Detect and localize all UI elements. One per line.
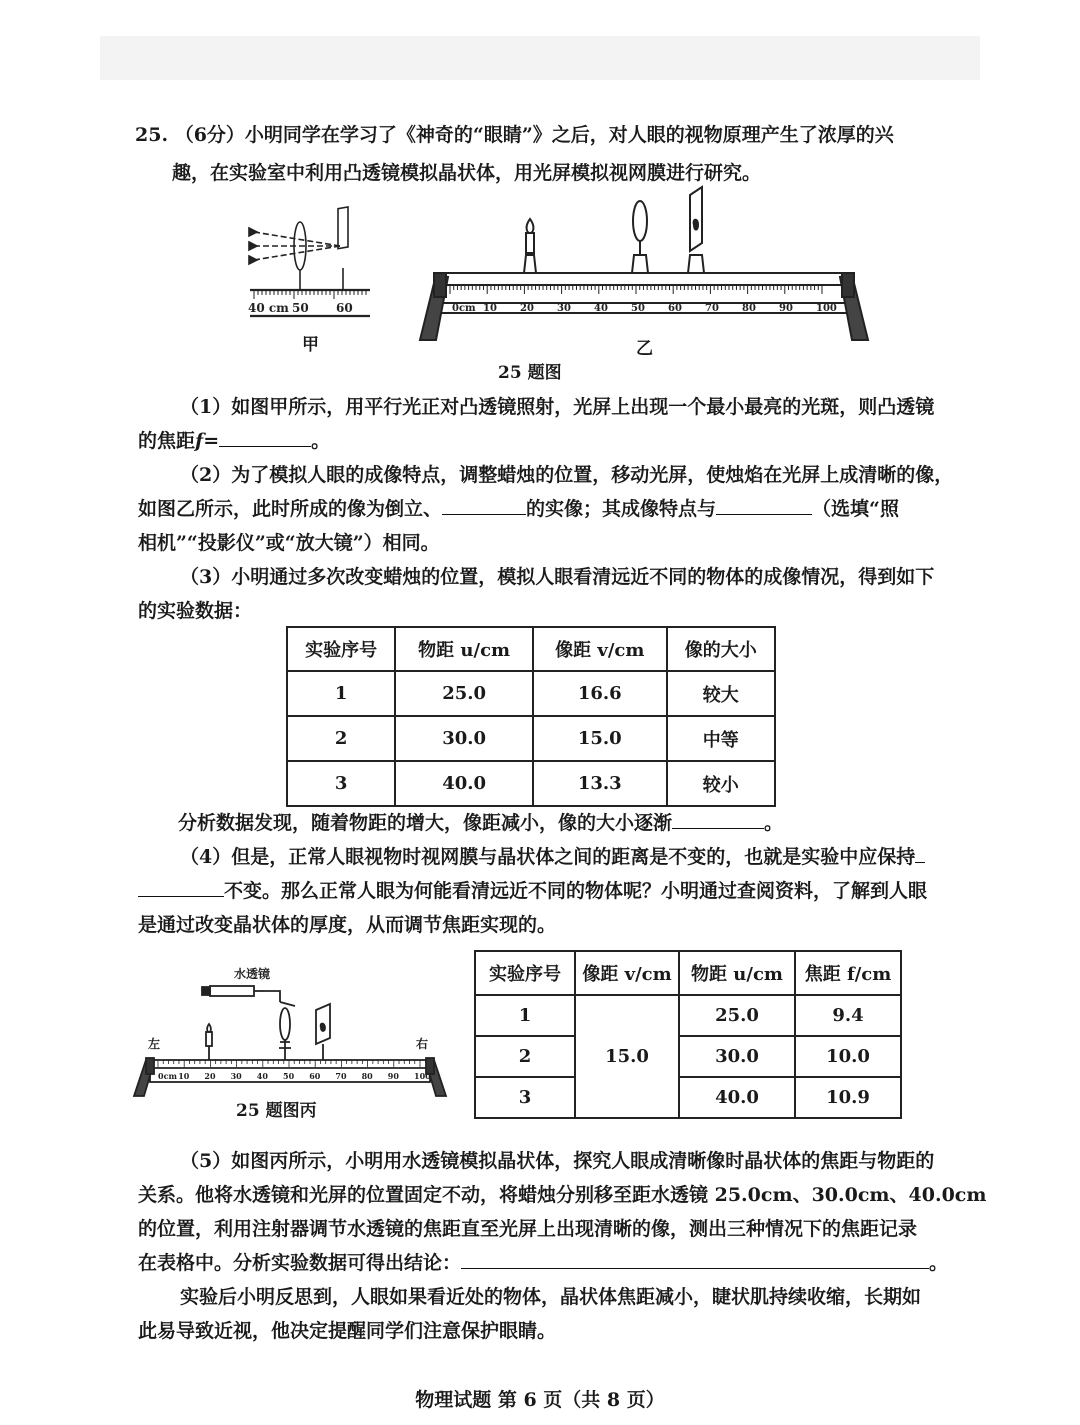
figure-jia bbox=[240, 210, 380, 350]
table2-header: 物距 u/cm bbox=[679, 951, 795, 995]
bing-tick-label: 70 bbox=[335, 1071, 347, 1081]
table1-header: 实验序号 bbox=[287, 627, 395, 671]
yi-tick-label: 60 bbox=[668, 303, 682, 314]
table2-header: 实验序号 bbox=[475, 951, 575, 995]
yi-tick-label: 80 bbox=[742, 303, 756, 314]
q1-line2: 的焦距f= 。 bbox=[138, 424, 330, 458]
page-footer: 物理试题 第 6 页（共 8 页） bbox=[415, 1389, 665, 1411]
q5-answer-blank[interactable] bbox=[461, 1246, 929, 1269]
figure-top-caption: 25 题图 bbox=[498, 363, 562, 383]
image-distance-cell: 15.0 bbox=[575, 995, 679, 1118]
q4-line3: 是通过改变晶状体的厚度，从而调节焦距实现的。 bbox=[138, 914, 557, 936]
bing-tick-label: 20 bbox=[204, 1071, 216, 1081]
table1-header: 物距 u/cm bbox=[395, 627, 533, 671]
yi-tick-label: 10 bbox=[483, 303, 497, 314]
yi-tick-label: 20 bbox=[520, 303, 534, 314]
q2-line3: 相机”“投影仪”或“放大镜”）相同。 bbox=[138, 532, 440, 554]
closing-line2: 此易导致近视，他决定提醒同学们注意保护眼睛。 bbox=[138, 1320, 557, 1342]
table-experiment-1 bbox=[286, 626, 776, 807]
water-lens-label: 水透镜 bbox=[234, 967, 271, 981]
table-row: 3 40.0 13.3 较小 bbox=[287, 761, 775, 806]
q4-line2: 不变。那么正常人眼为何能看清远近不同的物体呢？小明通过查阅资料，了解到人眼 bbox=[138, 874, 927, 908]
q3-line1: （3）小明通过多次改变蜡烛的位置，模拟人眼看清远近不同的物体的成像情况，得到如下 bbox=[180, 566, 935, 588]
table-experiment-2 bbox=[474, 950, 902, 1119]
question-intro-line1: 25. （6分）小明同学在学习了《神奇的“眼睛”》之后，对人眼的视物原理产生了浓厚的兴 bbox=[135, 124, 894, 146]
figure-jia-label: 甲 bbox=[302, 335, 319, 355]
q3-answer-blank[interactable] bbox=[672, 806, 764, 829]
question-number: 25. bbox=[135, 124, 169, 146]
right-label: 右 bbox=[416, 1037, 429, 1051]
yi-tick-label: 100 bbox=[816, 303, 837, 314]
q5-line1: （5）如图丙所示，小明用水透镜模拟晶状体，探究人眼成清晰像时晶状体的焦距与物距的 bbox=[180, 1150, 935, 1172]
q2-line1: （2）为了模拟人眼的成像特点，调整蜡烛的位置，移动光屏，使烛焰在光屏上成清晰的像， bbox=[180, 464, 954, 486]
q3-line2: 的实验数据： bbox=[138, 600, 253, 622]
question-intro-line2: 趣，在实验室中利用凸透镜模拟晶状体，用光屏模拟视网膜进行研究。 bbox=[172, 162, 762, 184]
figure-bing-caption: 25 题图丙 bbox=[236, 1101, 317, 1121]
figure-yi-label: 乙 bbox=[636, 339, 653, 359]
yi-tick-label: 50 bbox=[631, 303, 645, 314]
q4-answer-blank[interactable] bbox=[138, 874, 224, 897]
bing-tick-label: 50 bbox=[283, 1071, 295, 1081]
q3-analysis: 分析数据发现，随着物距的增大，像距减小，像的大小逐渐 。 bbox=[178, 806, 783, 840]
q2-answer-blank-1[interactable] bbox=[442, 492, 526, 515]
table-row: 2 30.0 15.0 中等 bbox=[287, 716, 775, 761]
scan-top-band bbox=[100, 36, 980, 80]
bing-tick-label: 40 bbox=[256, 1071, 268, 1081]
bing-tick-label: 60 bbox=[309, 1071, 321, 1081]
bing-tick-label: 80 bbox=[361, 1071, 373, 1081]
yi-tick-label: 90 bbox=[779, 303, 793, 314]
q5-line3: 的位置，利用注射器调节水透镜的焦距直至光屏上出现清晰的像，测出三种情况下的焦距记录 bbox=[138, 1218, 918, 1240]
jia-tick-60: 60 bbox=[336, 301, 353, 315]
figure-yi bbox=[418, 185, 870, 345]
yi-tick-label: 70 bbox=[705, 303, 719, 314]
table2-header: 像距 v/cm bbox=[575, 951, 679, 995]
jia-tick-50: 50 bbox=[292, 301, 309, 315]
q2-answer-blank-2[interactable] bbox=[716, 492, 812, 515]
yi-tick-label: 30 bbox=[557, 303, 571, 314]
table1-header: 像的大小 bbox=[667, 627, 775, 671]
table-row: 3 40.0 10.9 bbox=[475, 1077, 901, 1118]
q1-line1: （1）如图甲所示，用平行光正对凸透镜照射，光屏上出现一个最小最亮的光斑，则凸透镜 bbox=[180, 396, 935, 418]
bing-tick-label: 10 bbox=[178, 1071, 190, 1081]
bing-tick-label: 100 bbox=[414, 1071, 431, 1081]
bing-tick-label: 90 bbox=[387, 1071, 399, 1081]
figure-bing bbox=[130, 958, 450, 1098]
left-label: 左 bbox=[148, 1037, 161, 1051]
yi-tick-label: 0cm bbox=[452, 303, 476, 314]
q2-line2: 如图乙所示，此时所成的像为倒立、 的实像；其成像特点与 （选填“照 bbox=[138, 492, 899, 526]
q5-line2: 关系。他将水透镜和光屏的位置固定不动，将蜡烛分别移至距水透镜 25.0cm、30.0cm、40.0cm bbox=[138, 1184, 987, 1206]
table-row: 1 25.0 16.6 较大 bbox=[287, 671, 775, 716]
q5-line4: 在表格中。分析实验数据可得出结论： 。 bbox=[138, 1246, 948, 1280]
bing-tick-label: 0cm bbox=[158, 1071, 177, 1081]
yi-tick-label: 40 bbox=[594, 303, 608, 314]
q1-answer-blank[interactable] bbox=[219, 424, 311, 447]
q4-line1: （4）但是，正常人眼视物时视网膜与晶状体之间的距离是不变的，也就是实验中应保持 bbox=[180, 840, 925, 874]
table-row: 2 30.0 10.0 bbox=[475, 1036, 901, 1077]
f-symbol: f bbox=[195, 430, 204, 452]
closing-line1: 实验后小明反思到，人眼如果看近处的物体，晶状体焦距减小，睫状肌持续收缩，长期如 bbox=[180, 1286, 922, 1308]
table1-header: 像距 v/cm bbox=[533, 627, 667, 671]
table-row: 1 15.0 25.0 9.4 bbox=[475, 995, 901, 1036]
jia-tick-40: 40 cm bbox=[248, 301, 289, 315]
bing-tick-label: 30 bbox=[230, 1071, 242, 1081]
table2-header: 焦距 f/cm bbox=[795, 951, 901, 995]
